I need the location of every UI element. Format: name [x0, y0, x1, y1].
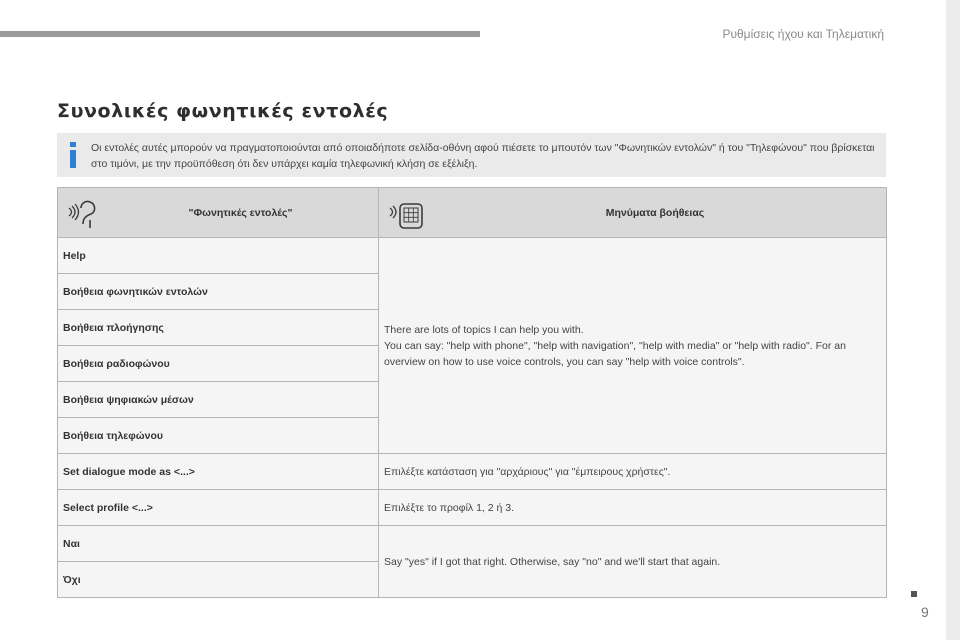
dialogue-mode-message: Επιλέξτε κατάσταση για "αρχάριους" για "έμπειρους χρήστες". — [379, 454, 887, 490]
table-row — [58, 490, 887, 526]
command-select-profile: Select profile <...> — [58, 490, 379, 526]
voice-command-icon — [63, 194, 103, 232]
commands-header — [58, 188, 379, 238]
section-title: Ρυθμίσεις ήχου και Τηλεματική — [722, 27, 884, 41]
table-row — [58, 454, 887, 490]
table-row — [58, 238, 887, 274]
command-no: Όχι — [58, 562, 379, 598]
page-marker — [911, 591, 917, 597]
command-navigation-help: Βοήθεια πλοήγησης — [58, 310, 379, 346]
table-row — [58, 526, 887, 562]
top-progress-bar — [0, 31, 480, 37]
command-help: Help — [58, 238, 379, 274]
command-yes: Ναι — [58, 526, 379, 562]
confirm-message: Say "yes" if I got that right. Otherwise, say "no" and we'll start that again. — [379, 526, 887, 598]
command-dialogue-mode: Set dialogue mode as <...> — [58, 454, 379, 490]
command-voice-help: Βοήθεια φωνητικών εντολών — [58, 274, 379, 310]
select-profile-message: Επιλέξτε το προφίλ 1, 2 ή 3. — [379, 490, 887, 526]
command-phone-help: Βοήθεια τηλεφώνου — [58, 418, 379, 454]
page-number: 9 — [921, 604, 929, 620]
messages-header-label: Μηνύματα βοήθειας — [605, 206, 705, 219]
info-text: Οι εντολές αυτές μπορούν να πραγματοποιούνται από οποιαδήποτε σελίδα-οθόνη αφού πιέσετε το μπουτόν των "Φωνητικών εντολών" ή του "Τηλεφώνου" που βρίσκεται στο τιμόνι, με την προϋπόθεση ότι δεν υπάρχει καμία τηλεφωνική κλήση σε εξέλιξη. — [91, 142, 875, 170]
info-icon — [70, 142, 76, 168]
info-box — [57, 133, 886, 177]
page-edge-strip — [946, 0, 960, 640]
messages-header — [379, 188, 887, 238]
steering-wheel-help-icon — [384, 194, 424, 232]
page-title: Συνολικές φωνητικές εντολές — [57, 100, 389, 122]
help-message: There are lots of topics I can help you with. You can say: "help with phone", "help with navigation", "help with media" or "help with radio". For an overview on how to use voice controls, you can say "help with voice controls". — [379, 238, 887, 454]
command-radio-help: Βοήθεια ραδιοφώνου — [58, 346, 379, 382]
commands-header-label: "Φωνητικές εντολές" — [188, 206, 293, 219]
voice-commands-table — [57, 187, 887, 598]
table-header-row — [58, 188, 887, 238]
command-media-help: Βοήθεια ψηφιακών μέσων — [58, 382, 379, 418]
